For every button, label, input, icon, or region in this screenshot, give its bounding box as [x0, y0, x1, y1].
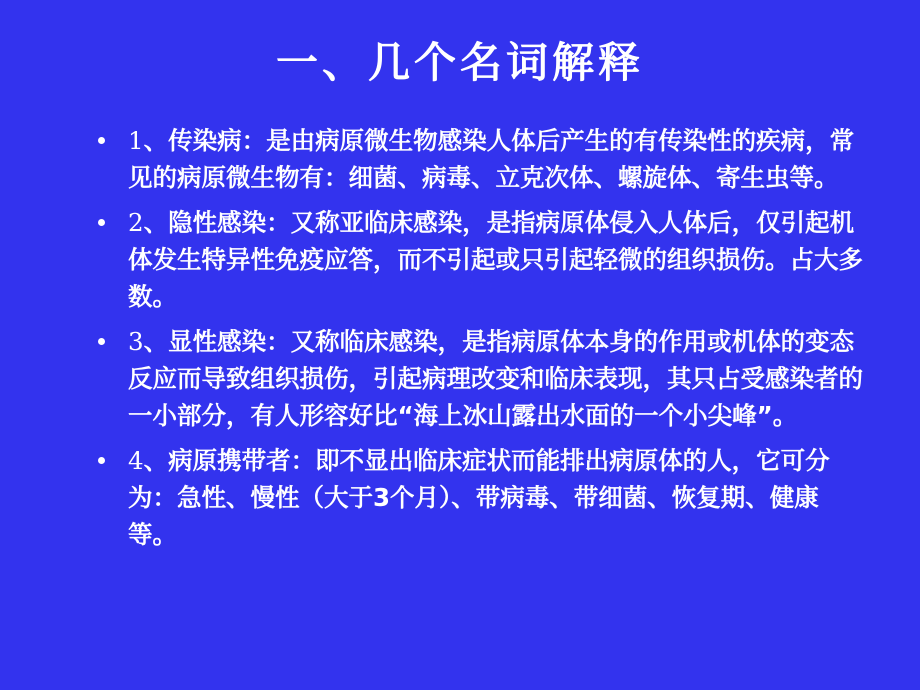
list-item: [96, 323, 866, 434]
list-item: [96, 442, 866, 553]
bullet-dot-icon: [98, 457, 105, 464]
bullet-text: [128, 442, 866, 553]
list-item: [96, 204, 866, 315]
bullet-list: [96, 122, 866, 561]
bullet-body: 、隐性感染：又称亚临床感染，是指病原体侵入人体后，仅引起机体发生特异性免疫应答，而不引起或只引起轻微的组织损伤。占大多数。: [128, 208, 863, 311]
bullet-text: [128, 204, 866, 315]
bullet-number: 1: [128, 126, 144, 155]
bullet-text: [128, 323, 866, 434]
bullet-number: 2: [128, 208, 144, 237]
slide-title: 一、几个名词解释: [275, 38, 644, 87]
list-item: [96, 122, 866, 196]
bullet-body: 、显性感染：又称临床感染，是指病原体本身的作用或机体的变态反应而导致组织损伤，引起病理改变和临床表现，其只占受感染者的一小部分，有人形容好比“海上冰山露出水面的一个小尖峰”。: [128, 327, 863, 430]
bullet-number: 3: [128, 327, 144, 356]
bullet-body: 、传染病：是由病原微生物感染人体后产生的有传染性的疾病，常见的病原微生物有：细菌、病毒、立克次体、螺旋体、寄生虫等。: [128, 126, 855, 192]
bullet-text: [128, 122, 866, 196]
bullet-dot-icon: [98, 137, 105, 144]
bullet-body: 、病原携带者：即不显出临床症状而能排出病原体的人，它可分为：急性、慢性（大于3个月）、带病毒、带细菌、恢复期、健康等。: [128, 446, 830, 549]
bullet-number: 4: [128, 446, 144, 475]
bullet-dot-icon: [98, 219, 105, 226]
bullet-dot-icon: [98, 338, 105, 345]
